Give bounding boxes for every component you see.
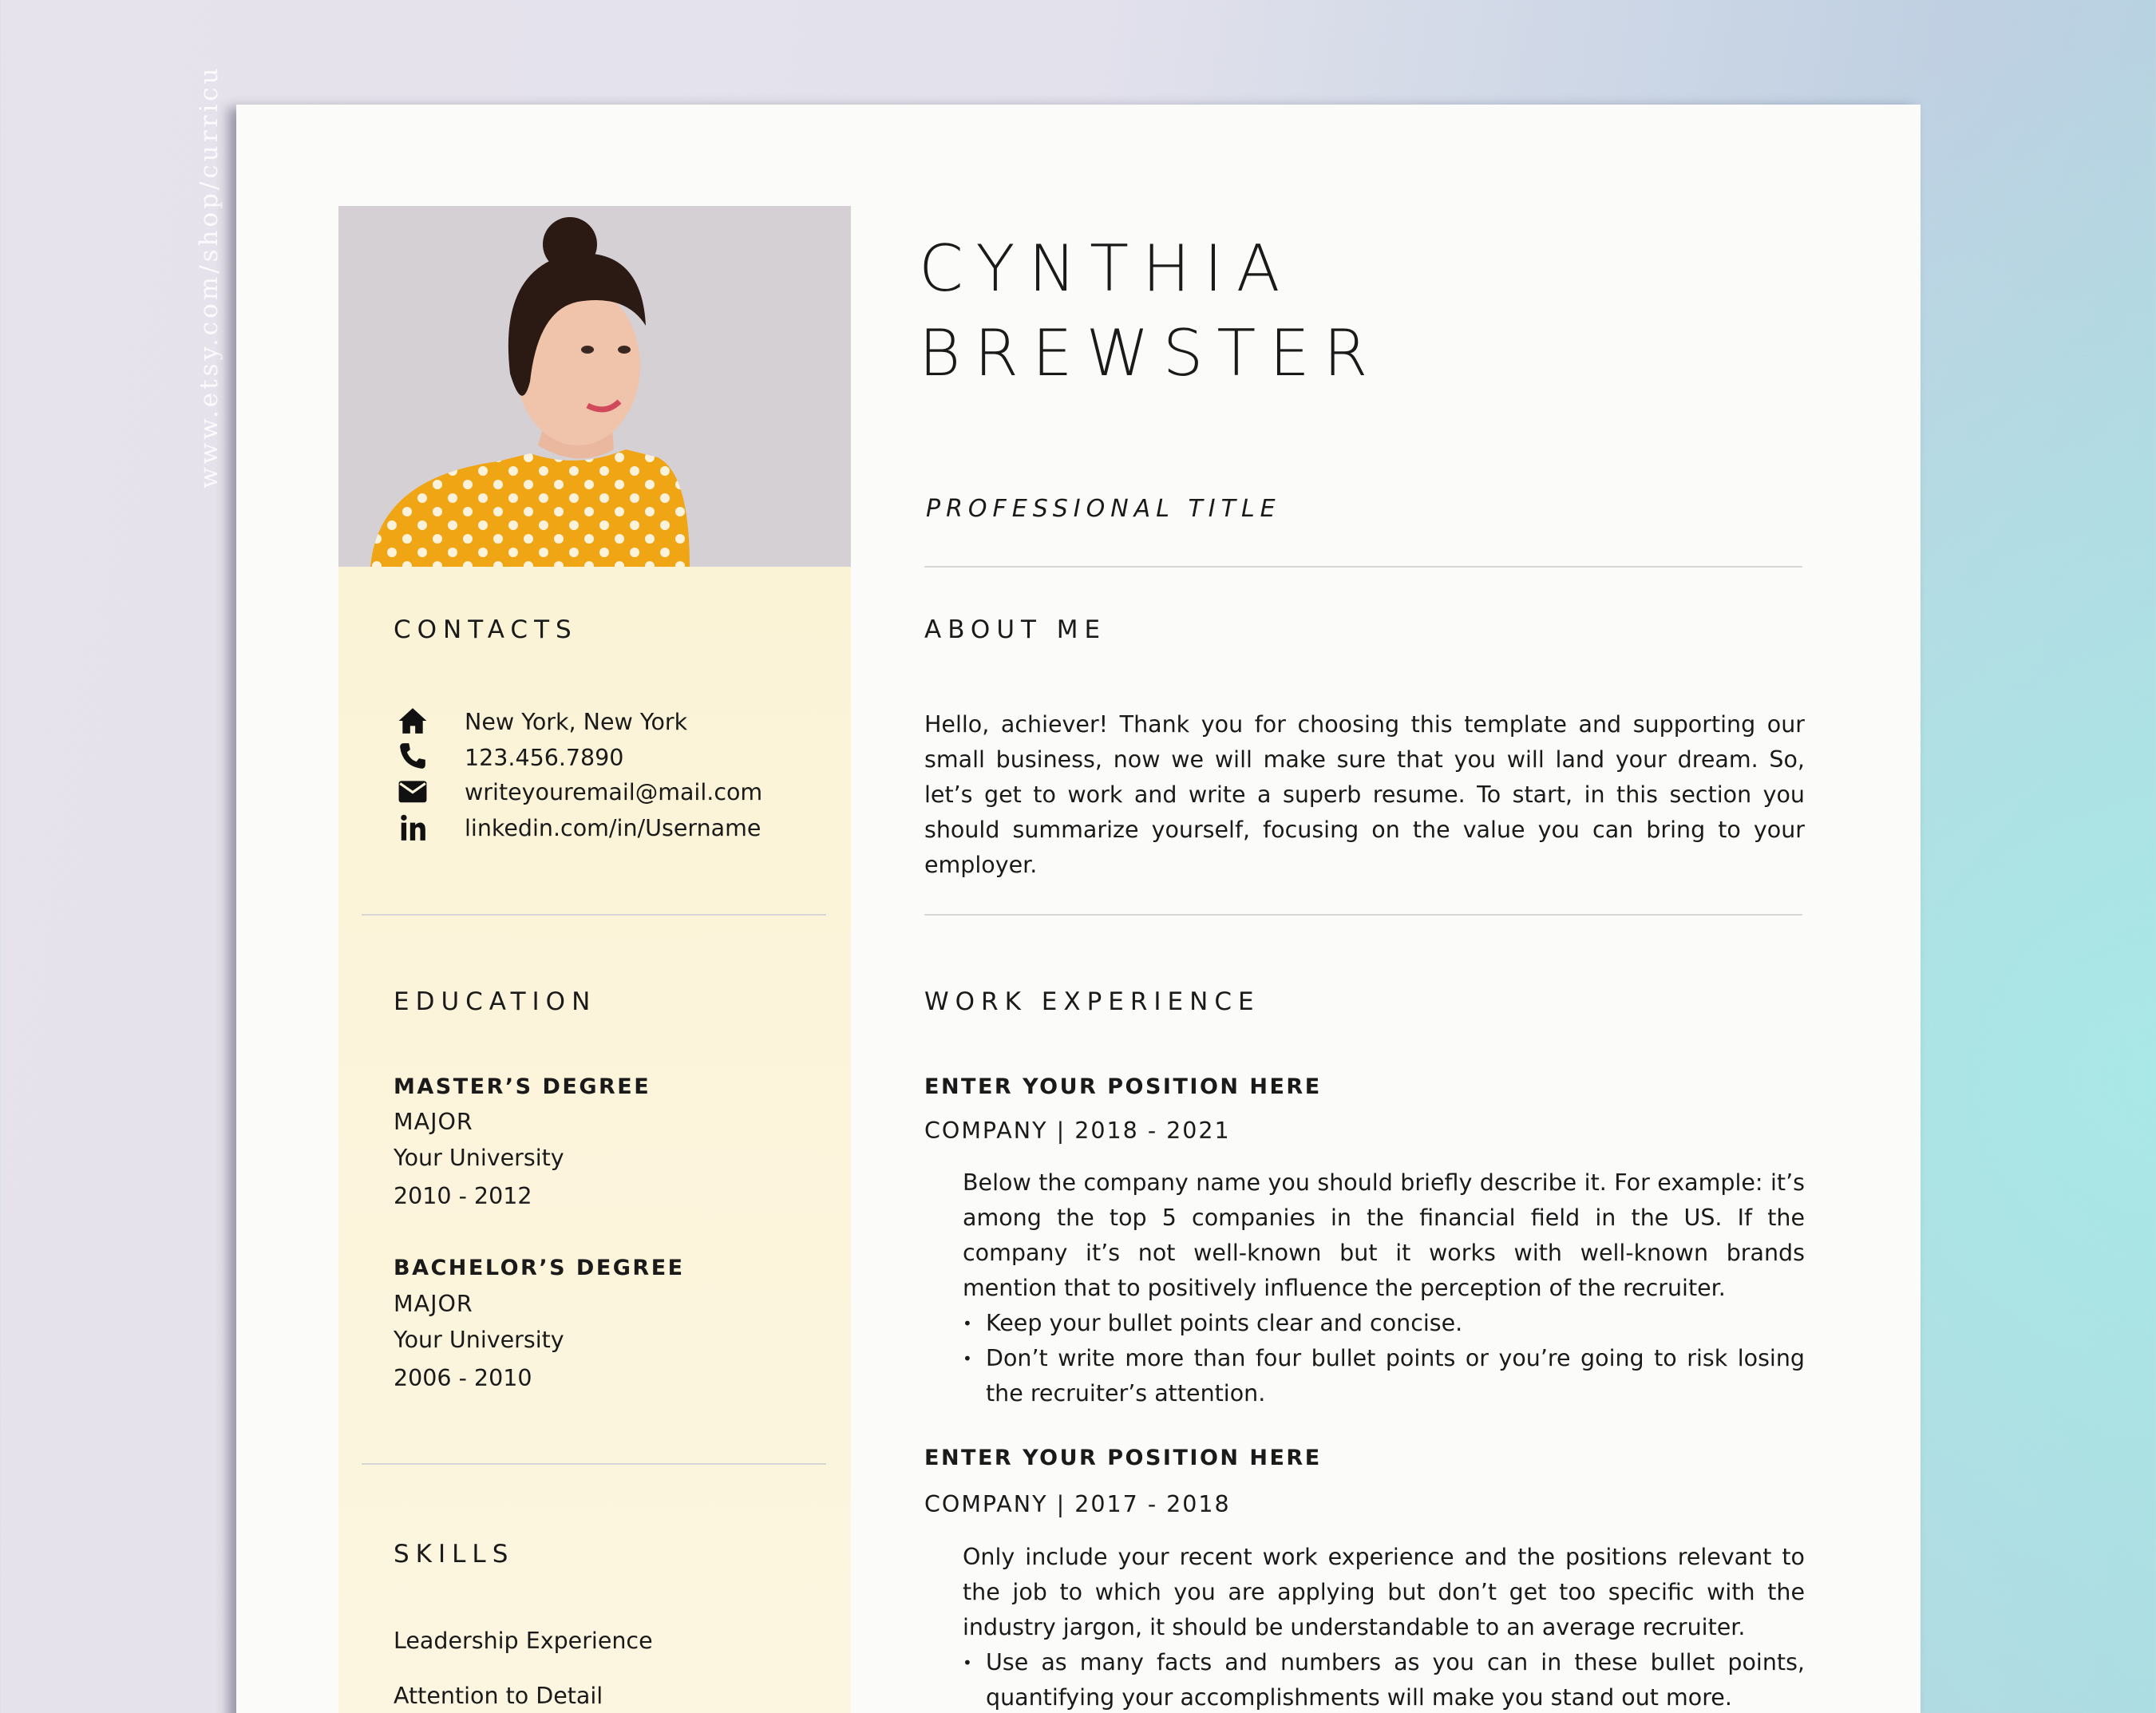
job-company: COMPANY | 2017 - 2018 <box>924 1491 1231 1517</box>
linkedin-icon <box>397 813 429 843</box>
divider <box>362 1463 826 1465</box>
contacts-heading: CONTACTS <box>394 615 578 644</box>
contact-linkedin[interactable]: linkedin.com/in/Username <box>465 815 762 841</box>
job-bullet: • Use as many facts and numbers as you can in these bullet points, quantifying your accomplishments will make you stand out more. <box>963 1645 1805 1713</box>
about-text: Hello, achiever! Thank you for choosing this template and supporting our small business, now we will make sure that you will land your dream. So, let’s get to work and write a superb resume. To start, in this section you should summarize yourself, focusing on the value you can bring to your employer. <box>924 711 1805 878</box>
job-position: ENTER YOUR POSITION HERE <box>924 1074 1322 1099</box>
divider <box>924 566 1802 568</box>
etsy-watermark: www.etsy.com/shop/curricu <box>195 65 224 489</box>
divider <box>924 914 1802 916</box>
contact-phone[interactable]: 123.456.7890 <box>465 745 624 771</box>
phone-icon <box>397 741 429 771</box>
profile-photo <box>338 206 851 567</box>
skill-item: Attention to Detail <box>394 1683 603 1709</box>
about-heading: ABOUT ME <box>924 615 1107 644</box>
contact-email[interactable]: writeyouremail@mail.com <box>465 779 763 805</box>
years: 2006 - 2010 <box>394 1365 532 1391</box>
home-icon <box>397 706 429 736</box>
job-bullet: • Keep your bullet points clear and concise. <box>963 1306 1805 1341</box>
job-description: Below the company name you should briefly describe it. For example: it’s among the top 5 companies in the financial field in the US. If the company it’s not well-known but it works with well-known brands mention that to positively influence the perception of the recruiter. <box>963 1169 1805 1301</box>
job-details <box>963 1165 1805 1411</box>
job-description: Only include your recent work experience and the positions relevant to the job to which you are applying but don’t get too specific with the industry jargon, it should be understandable to an average recruiter. <box>963 1544 1805 1640</box>
job-bullet: • Don’t write more than four bullet points or you’re going to risk losing the recruiter’s attention. <box>963 1341 1805 1411</box>
years: 2010 - 2012 <box>394 1183 532 1209</box>
work-heading: WORK EXPERIENCE <box>924 987 1260 1016</box>
major: MAJOR <box>394 1291 473 1317</box>
last-name: BREWSTER <box>919 316 1382 390</box>
skill-item: Leadership Experience <box>394 1628 653 1654</box>
degree: BACHELOR’S DEGREE <box>394 1256 685 1280</box>
skills-heading: SKILLS <box>394 1540 515 1569</box>
professional-title: PROFESSIONAL TITLE <box>926 495 1281 523</box>
job-details <box>963 1540 1805 1713</box>
divider <box>362 914 826 916</box>
contact-address: New York, New York <box>465 709 688 735</box>
job-company: COMPANY | 2018 - 2021 <box>924 1118 1231 1144</box>
school: Your University <box>394 1145 564 1171</box>
major: MAJOR <box>394 1109 473 1135</box>
school: Your University <box>394 1327 564 1353</box>
mail-icon <box>397 776 429 806</box>
job-position: ENTER YOUR POSITION HERE <box>924 1446 1322 1470</box>
education-heading: EDUCATION <box>394 987 597 1016</box>
degree: MASTER’S DEGREE <box>394 1074 651 1099</box>
first-name: CYNTHIA <box>919 231 1294 306</box>
